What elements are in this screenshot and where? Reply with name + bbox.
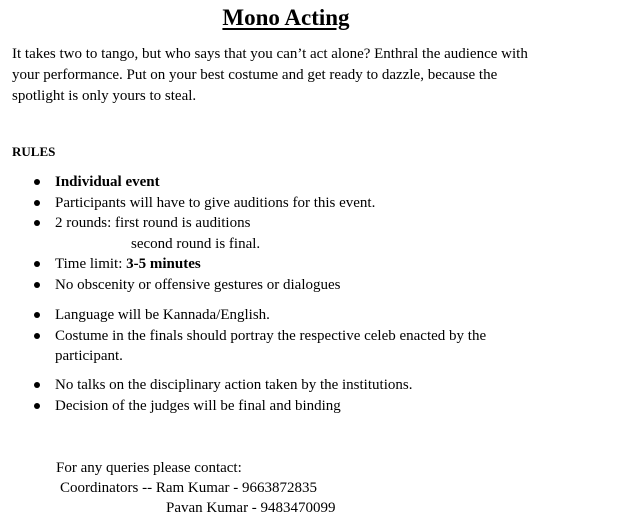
rule-item-time-limit: [0, 254, 555, 275]
rules-list-tertiary: [0, 375, 555, 416]
bullet-icon: [34, 261, 40, 267]
bullet-icon: [34, 403, 40, 409]
rule-text: Decision of the judges will be final and binding: [55, 397, 341, 414]
rule-item-language: [0, 305, 555, 326]
rule-text: Costume in the finals should portray the respective celeb enacted by the participant.: [55, 327, 487, 364]
contact-intro: For any queries please contact:: [56, 460, 242, 476]
rule-item-no-talks: [0, 375, 555, 396]
rule-item-obscenity: [0, 275, 555, 296]
rule-text: 2 rounds: first round is auditions: [55, 215, 251, 231]
page-title: Mono Acting: [222, 5, 350, 30]
rule-text: Language will be Kannada/English.: [55, 307, 270, 323]
bullet-icon: [34, 333, 40, 339]
rule-item-auditions: [0, 193, 555, 214]
bullet-icon: [34, 220, 40, 226]
rules-heading: RULES: [12, 144, 56, 159]
rule-item-costume: [0, 326, 555, 367]
bullet-icon: [34, 282, 40, 288]
rule-text: Individual event: [55, 174, 160, 190]
contact-coordinator-1: Coordinators -- Ram Kumar - 9663872835: [60, 480, 318, 496]
contact-block: [56, 458, 336, 518]
contact-coordinator-2: Pavan Kumar - 9483470099: [166, 500, 336, 516]
rule-text: Time limit:: [55, 256, 127, 272]
rule-item-judges: [0, 396, 555, 417]
bullet-icon: [34, 200, 40, 206]
rule-item-rounds: [0, 213, 555, 254]
rule-text: No obscenity or offensive gestures or dialogues: [55, 276, 341, 293]
intro-paragraph: It takes two to tango, but who says that you can’t act alone? Enthral the audience with your performance. Put on your best costume and get ready to dazzle, because the spotlight is only yours to steal.: [12, 46, 528, 104]
bullet-icon: [34, 179, 40, 185]
bullet-icon: [34, 312, 40, 318]
rule-text-continuation: second round is final.: [131, 235, 261, 252]
bullet-icon: [34, 382, 40, 388]
time-limit-value: 3-5 minutes: [126, 256, 201, 272]
rule-text: No talks on the disciplinary action taken by the institutions.: [55, 377, 413, 393]
rule-item-individual: [0, 172, 555, 193]
rules-list-secondary: [0, 305, 555, 367]
rule-text: Participants will have to give auditions for this event.: [55, 194, 376, 211]
rules-list-primary: [0, 172, 555, 295]
